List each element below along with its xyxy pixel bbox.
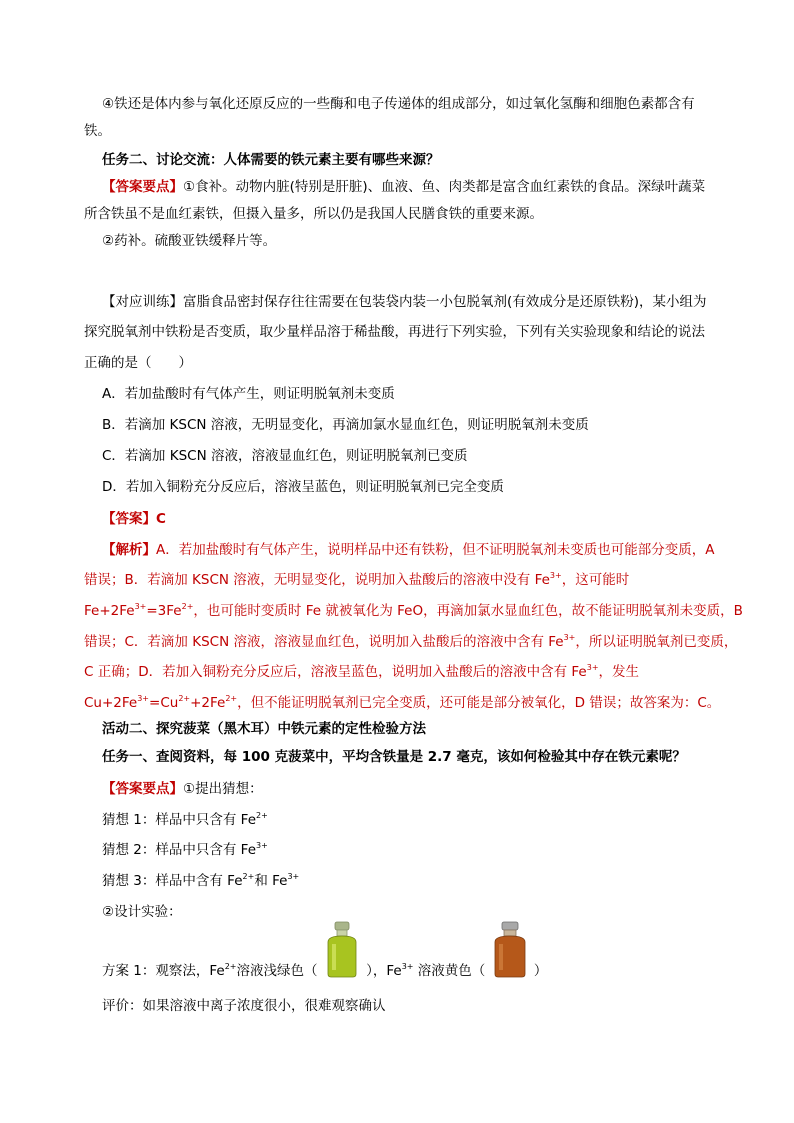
answer-points-1-line2: 所含铁虽不是血红素铁，但摄入量多，所以仍是我国人民膳食铁的重要来源。 <box>84 206 543 222</box>
question-stem-line1: 【对应训练】富脂食品密封保存往往需要在包装袋内装一小包脱氧剂(有效成分是还原铁粉)，某小组为 <box>102 294 707 310</box>
answer-points-1-line1 <box>102 177 705 197</box>
green-solution-bottle-image <box>322 920 362 978</box>
option-d: D．若加入铜粉充分反应后，溶液呈蓝色，则证明脱氧剂已完全变质 <box>102 479 504 495</box>
answer-points-tag: 【答案要点】 <box>102 179 183 195</box>
explanation-text: A．若加盐酸时有气体产生，说明样品中还有铁粉，但不证明脱氧剂未变质也可能部分变质，A <box>156 542 715 558</box>
hypothesis-intro: ①提出猜想： <box>183 781 263 797</box>
design-experiment: ②设计实验： <box>102 904 182 920</box>
yellow-solution-bottle-image <box>490 920 530 978</box>
question-stem-line3: 正确的是（ ） <box>84 355 192 371</box>
answer-points-tag-2: 【答案要点】 <box>102 781 183 797</box>
answer-points-text: ①食补。动物内脏(特别是肝脏)、血液、鱼、肉类都是富含血红素铁的食品。深绿叶蔬菜 <box>183 179 706 195</box>
evaluation-line: 评价：如果溶液中离子浓度很小，很难观察确认 <box>102 998 386 1014</box>
option-c: C．若滴加 KSCN 溶液，溶液显血红色，则证明脱氧剂已变质 <box>102 448 468 464</box>
explanation-line6: $Cu+2Fe^{3+}=Cu^{2+}+2Fe^{2+}$，但不能证明脱氧剂已完全变质，还可能是部分被氧化，D 错误；故答案为：C。 <box>84 694 721 711</box>
hypothesis-2: 猜想 2：样品中只含有 $Fe^{3+}$ <box>102 841 268 858</box>
explanation-line3: $Fe+2Fe^{3+}=3Fe^{2+}$，也可能时变质时 Fe 就被氧化为 FeO，再滴加氯水显血红色，故不能证明脱氧剂未变质，B <box>84 602 743 619</box>
explanation-tag: 【解析】 <box>102 542 156 558</box>
explanation-line2: 错误；B．若滴加 KSCN 溶液，无明显变化，说明加入盐酸后的溶液中没有 $Fe^{3+}$，这可能时 <box>84 571 630 588</box>
explanation-line5: C 正确；D．若加入铜粉充分反应后，溶液呈蓝色，说明加入盐酸后的溶液中含有 $Fe^{3+}$，发生 <box>84 663 640 680</box>
paragraph-iron-enzymes-line1: ④铁还是体内参与氧化还原反应的一些酶和电子传递体的组成部分，如过氧化氢酶和细胞色素都含有 <box>102 96 695 112</box>
activity2-heading: 活动二、探究菠菜（黑木耳）中铁元素的定性检验方法 <box>102 721 426 737</box>
plan1-line: 方案 1：观察法，$Fe^{2+}$溶液浅绿色（ ），$Fe^{3+}$ 溶液黄色（ ） <box>102 956 547 986</box>
activity2-task1: 任务一、查阅资料，每 100 克菠菜中，平均含铁量是 2.7 毫克，该如何检验其中存在铁元素呢？ <box>102 749 686 765</box>
option-b: B．若滴加 KSCN 溶液，无明显变化，再滴加氯水显血红色，则证明脱氧剂未变质 <box>102 417 589 433</box>
question-stem-line2: 探究脱氧剂中铁粉是否变质，取少量样品溶于稀盐酸，再进行下列实验，下列有关实验现象和结论的说法 <box>84 324 705 340</box>
hypothesis-1: 猜想 1：样品中只含有 $Fe^{2+}$ <box>102 811 268 828</box>
option-a: A．若加盐酸时有气体产生，则证明脱氧剂未变质 <box>102 386 395 402</box>
answer-points-1-line3: ②药补。硫酸亚铁缓释片等。 <box>102 233 277 249</box>
explanation-line1 <box>102 540 714 560</box>
hypothesis-3: 猜想 3：样品中含有 $Fe^{2+}$和 $Fe^{3+}$ <box>102 872 300 889</box>
task2-heading: 任务二、讨论交流：人体需要的铁元素主要有哪些来源？ <box>102 152 440 168</box>
answer-points-2-line1 <box>102 779 263 799</box>
paragraph-iron-enzymes-line2: 铁。 <box>84 123 111 139</box>
explanation-line4: 错误；C．若滴加 KSCN 溶液，溶液显血红色，说明加入盐酸后的溶液中含有 $Fe^{3+}$，所以证明脱氧剂已变质， <box>84 633 738 650</box>
answer-line: 【答案】C <box>102 511 166 527</box>
